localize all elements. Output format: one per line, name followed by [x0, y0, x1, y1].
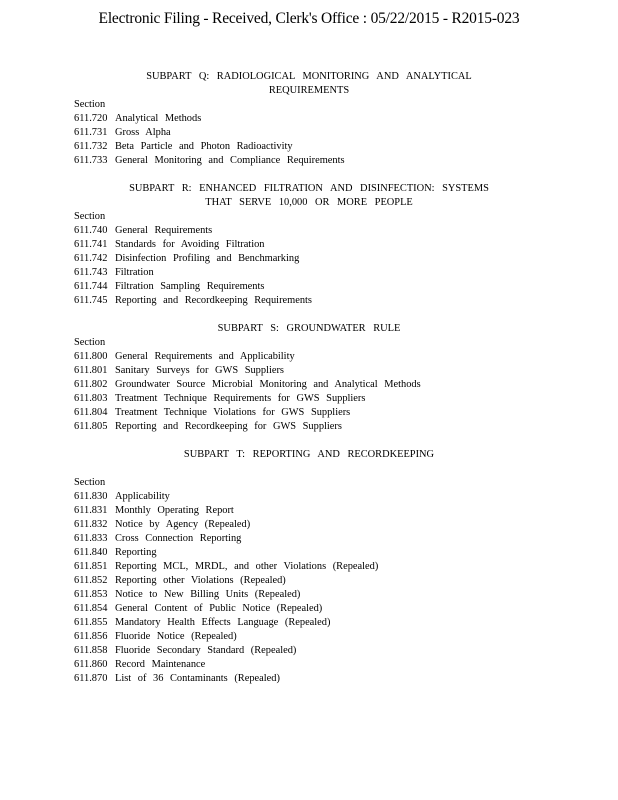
section-number: 611.801	[74, 365, 108, 376]
section-title: Reporting MCL, MRDL, and other Violations (Repealed)	[115, 561, 379, 572]
section-title: Applicability	[115, 491, 170, 502]
list-item	[74, 154, 544, 168]
list-item	[74, 546, 544, 560]
section-title: Filtration Sampling Requirements	[115, 281, 265, 292]
list-item	[74, 140, 544, 154]
list-item	[74, 266, 544, 280]
section-number: 611.800	[74, 351, 108, 362]
subpart-heading-line: SUBPART S: GROUNDWATER RULE	[217, 323, 401, 334]
section-label: Section	[74, 99, 106, 110]
section-title: General Monitoring and Compliance Requirements	[115, 155, 345, 166]
subpart-t-heading	[74, 448, 544, 462]
list-item	[74, 574, 544, 588]
subpart-s-heading	[74, 322, 544, 336]
table-of-contents	[74, 70, 544, 686]
section-number: 611.852	[74, 575, 108, 586]
list-item	[74, 392, 544, 406]
section-title: Reporting and Recordkeeping for GWS Suppliers	[115, 421, 342, 432]
list-item	[74, 252, 544, 266]
section-title: Reporting other Violations (Repealed)	[115, 575, 286, 586]
section-number: 611.733	[74, 155, 108, 166]
list-item	[74, 490, 544, 504]
section-title: Standards for Avoiding Filtration	[115, 239, 265, 250]
subpart-q-heading	[74, 70, 544, 98]
list-item	[74, 616, 544, 630]
subpart-heading-line: THAT SERVE 10,000 OR MORE PEOPLE	[205, 197, 413, 208]
section-number: 611.744	[74, 281, 108, 292]
section-number: 611.870	[74, 673, 108, 684]
list-item	[74, 224, 544, 238]
section-number: 611.804	[74, 407, 108, 418]
section-number: 611.856	[74, 631, 108, 642]
section-title: Treatment Technique Requirements for GWS Suppliers	[115, 393, 366, 404]
section-number: 611.803	[74, 393, 108, 404]
section-number: 611.855	[74, 617, 108, 628]
section-title: Filtration	[115, 267, 154, 278]
filing-header: Electronic Filing - Received, Clerk's Office : 05/22/2015 - R2015-023	[98, 10, 520, 27]
section-title: General Requirements	[115, 225, 213, 236]
section-title: General Content of Public Notice (Repealed)	[115, 603, 323, 614]
section-title: Fluoride Notice (Repealed)	[115, 631, 237, 642]
list-item	[74, 504, 544, 518]
list-item	[74, 350, 544, 364]
section-title: Record Maintenance	[115, 659, 206, 670]
section-title: List of 36 Contaminants (Repealed)	[115, 673, 280, 684]
section-title: Notice by Agency (Repealed)	[115, 519, 251, 530]
section-number: 611.743	[74, 267, 108, 278]
subpart-r-heading	[74, 182, 544, 210]
section-number: 611.840	[74, 547, 108, 558]
section-label: Section	[74, 477, 106, 488]
list-item	[74, 672, 544, 686]
section-number: 611.732	[74, 141, 108, 152]
section-title: Sanitary Surveys for GWS Suppliers	[115, 365, 284, 376]
section-number: 611.740	[74, 225, 108, 236]
section-number: 611.858	[74, 645, 108, 656]
section-number: 611.741	[74, 239, 108, 250]
section-title: Beta Particle and Photon Radioactivity	[115, 141, 293, 152]
section-label: Section	[74, 337, 106, 348]
section-number: 611.831	[74, 505, 108, 516]
section-number: 611.832	[74, 519, 108, 530]
list-item	[74, 294, 544, 308]
list-item	[74, 112, 544, 126]
section-number: 611.853	[74, 589, 108, 600]
subpart-heading-line: SUBPART R: ENHANCED FILTRATION AND DISINFECTION: SYSTEMS	[129, 183, 489, 194]
list-item	[74, 644, 544, 658]
list-item	[74, 238, 544, 252]
section-number: 611.720	[74, 113, 108, 124]
list-item	[74, 518, 544, 532]
section-title: Disinfection Profiling and Benchmarking	[115, 253, 300, 264]
list-item	[74, 658, 544, 672]
section-title: Analytical Methods	[115, 113, 202, 124]
section-title: Notice to New Billing Units (Repealed)	[115, 589, 301, 600]
section-number: 611.731	[74, 127, 108, 138]
section-label: Section	[74, 211, 106, 222]
section-title: Groundwater Source Microbial Monitoring and Analytical Methods	[115, 379, 421, 390]
section-title: Reporting	[115, 547, 157, 558]
section-number: 611.830	[74, 491, 108, 502]
section-title: Reporting and Recordkeeping Requirements	[115, 295, 312, 306]
section-title: Gross Alpha	[115, 127, 171, 138]
section-number: 611.802	[74, 379, 108, 390]
list-item	[74, 406, 544, 420]
subpart-heading-line: SUBPART T: REPORTING AND RECORDKEEPING	[183, 449, 435, 460]
section-title: General Requirements and Applicability	[115, 351, 295, 362]
section-title: Fluoride Secondary Standard (Repealed)	[115, 645, 297, 656]
section-title: Cross Connection Reporting	[115, 533, 242, 544]
section-number: 611.854	[74, 603, 108, 614]
section-title: Treatment Technique Violations for GWS Suppliers	[115, 407, 351, 418]
list-item	[74, 630, 544, 644]
subpart-heading-line: REQUIREMENTS	[268, 85, 350, 96]
section-number: 611.851	[74, 561, 108, 572]
list-item	[74, 532, 544, 546]
list-item	[74, 560, 544, 574]
section-number: 611.833	[74, 533, 108, 544]
list-item	[74, 588, 544, 602]
section-number: 611.742	[74, 253, 108, 264]
list-item	[74, 420, 544, 434]
section-title: Monthly Operating Report	[115, 505, 234, 516]
subpart-heading-line: SUBPART Q: RADIOLOGICAL MONITORING AND ANALYTICAL	[146, 71, 472, 82]
list-item	[74, 280, 544, 294]
list-item	[74, 364, 544, 378]
section-number: 611.805	[74, 421, 108, 432]
section-number: 611.860	[74, 659, 108, 670]
section-number: 611.745	[74, 295, 108, 306]
list-item	[74, 126, 544, 140]
section-title: Mandatory Health Effects Language (Repealed)	[115, 617, 331, 628]
list-item	[74, 602, 544, 616]
list-item	[74, 378, 544, 392]
